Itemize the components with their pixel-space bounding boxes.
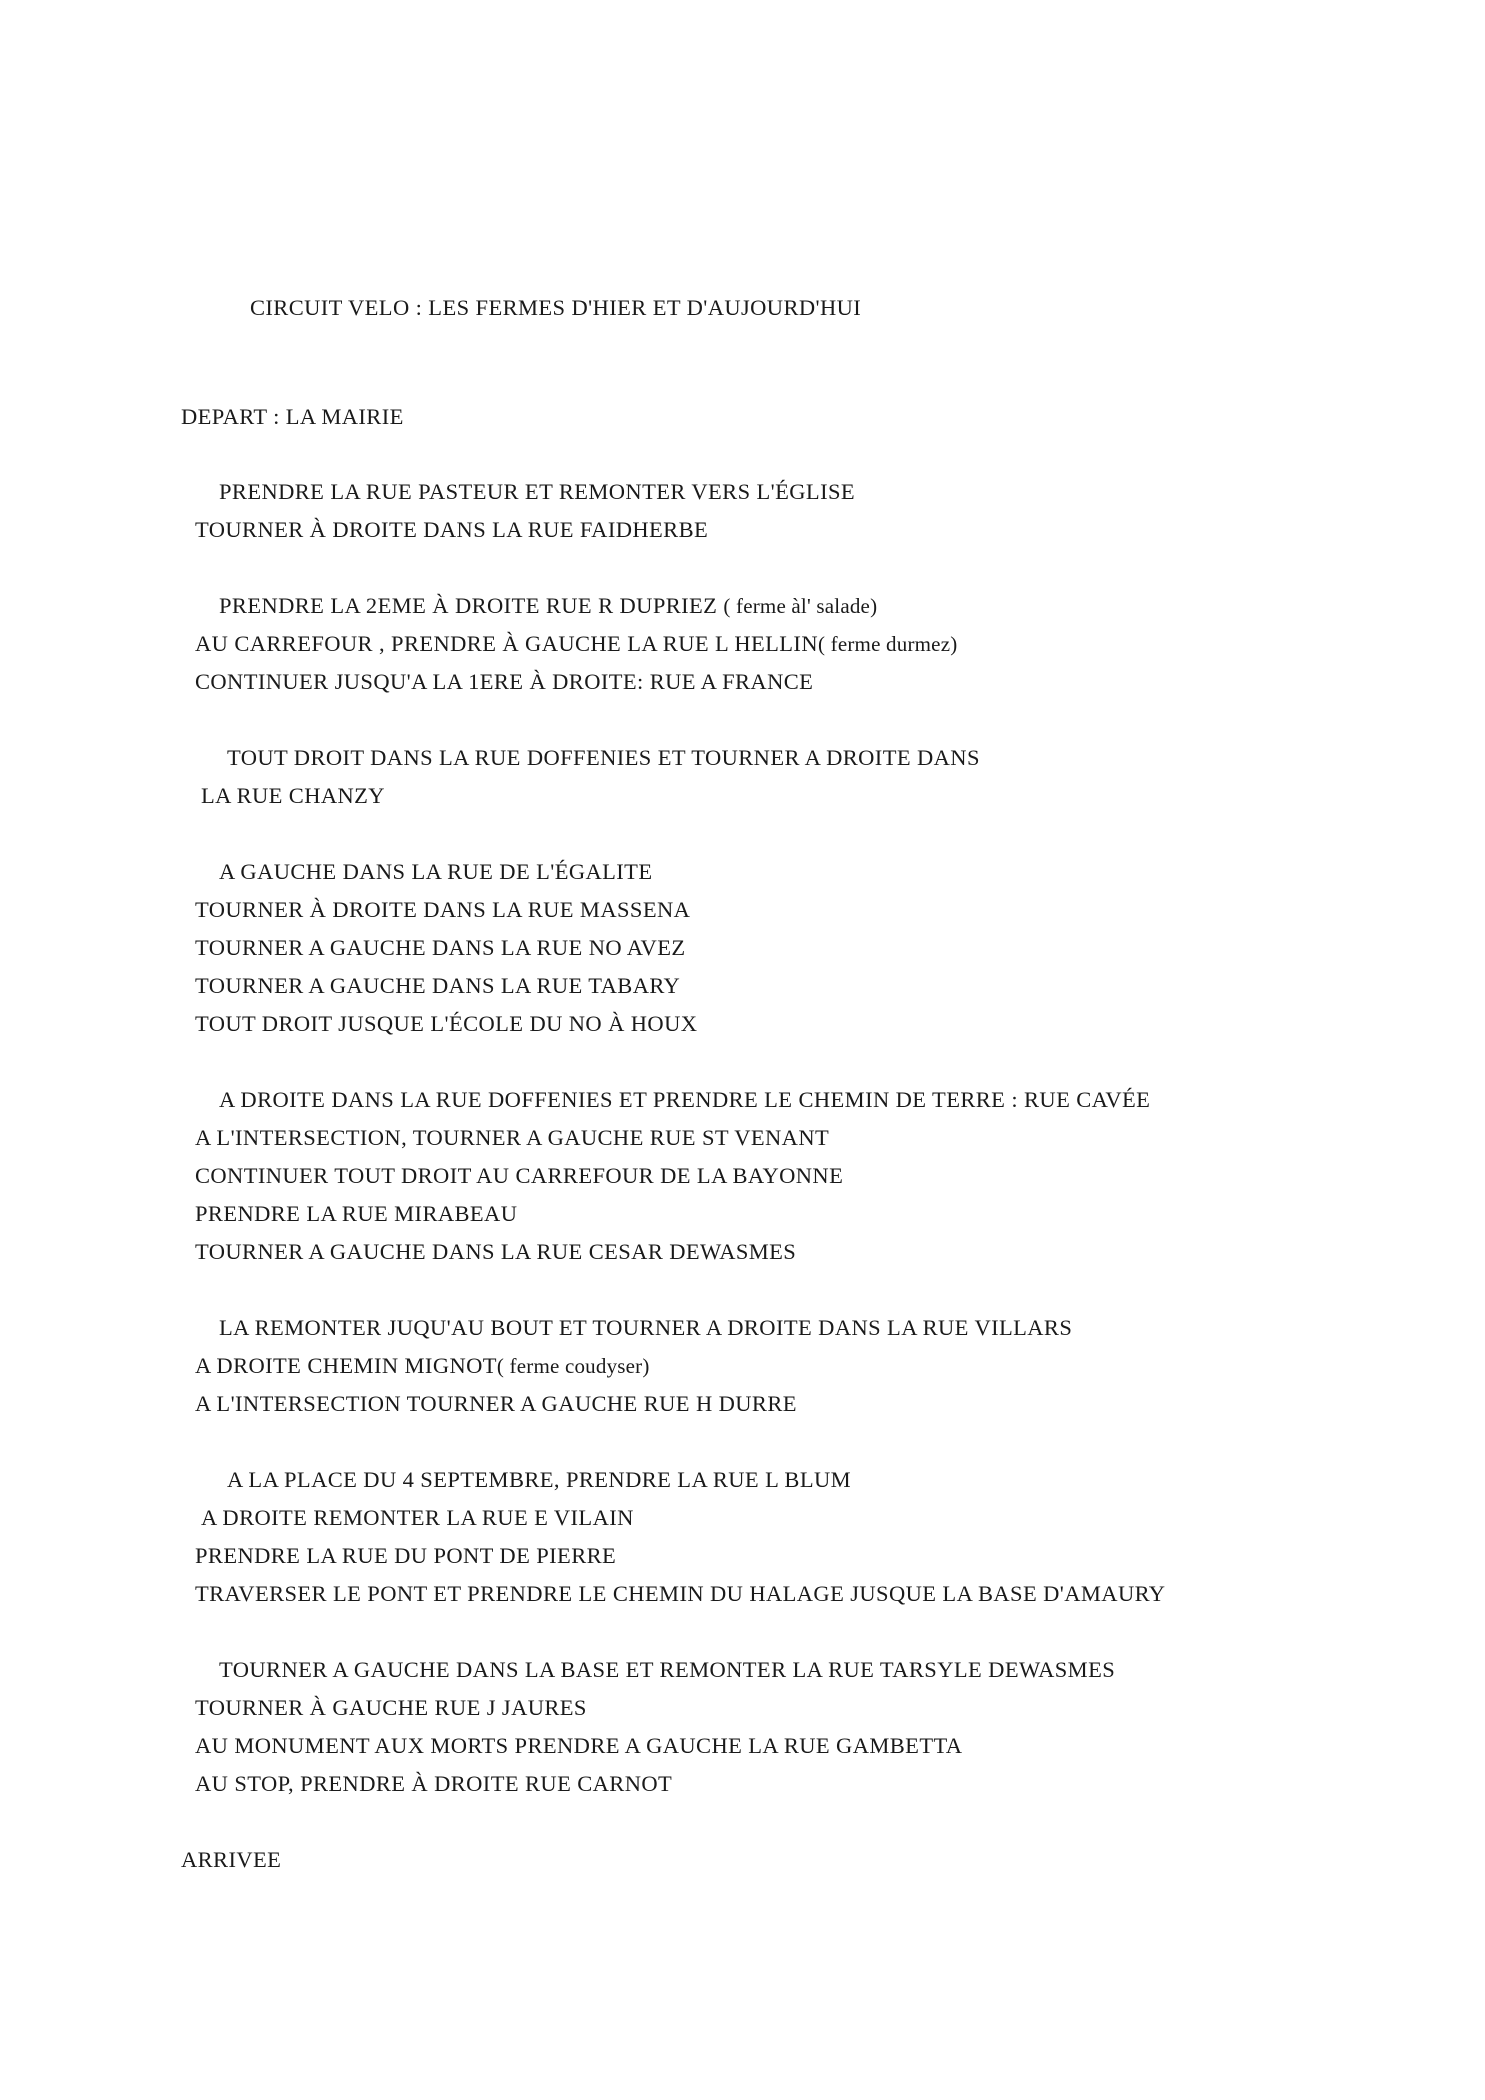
arrivee-line: ARRIVEE bbox=[181, 1847, 282, 1872]
instruction-line: TOUT DROIT JUSQUE L'ÉCOLE DU NO À HOUX bbox=[195, 1011, 698, 1036]
depart-line: DEPART : LA MAIRIE bbox=[181, 404, 404, 429]
instruction-text: A DROITE CHEMIN MIGNOT bbox=[195, 1353, 497, 1378]
instruction-line: TOURNER A GAUCHE DANS LA RUE NO AVEZ bbox=[195, 935, 686, 960]
instruction-line: LA REMONTER JUQU'AU BOUT ET TOURNER A DROITE DANS LA RUE VILLARS bbox=[219, 1315, 1073, 1340]
instruction-line: LA RUE CHANZY bbox=[201, 783, 385, 808]
instruction-line: CONTINUER JUSQU'A LA 1ERE À DROITE: RUE A FRANCE bbox=[195, 669, 814, 694]
instruction-line bbox=[195, 1355, 650, 1378]
instruction-note: ( ferme àl' salade) bbox=[723, 594, 878, 618]
instruction-line: TOURNER À DROITE DANS LA RUE MASSENA bbox=[195, 897, 691, 922]
instruction-line: A L'INTERSECTION TOURNER A GAUCHE RUE H DURRE bbox=[195, 1391, 797, 1416]
instruction-line: A L'INTERSECTION, TOURNER A GAUCHE RUE ST VENANT bbox=[195, 1125, 830, 1150]
instruction-line: A DROITE REMONTER LA RUE E VILAIN bbox=[201, 1505, 634, 1530]
instruction-note: ( ferme durmez) bbox=[817, 632, 958, 656]
instruction-line: AU MONUMENT AUX MORTS PRENDRE A GAUCHE LA RUE GAMBETTA bbox=[195, 1733, 963, 1758]
instruction-line: TOURNER A GAUCHE DANS LA RUE CESAR DEWASMES bbox=[195, 1239, 797, 1264]
instruction-note: ( ferme coudyser) bbox=[496, 1354, 650, 1378]
instruction-text: AU CARREFOUR , PRENDRE À GAUCHE LA RUE L HELLIN bbox=[195, 631, 818, 656]
instruction-line: TOUT DROIT DANS LA RUE DOFFENIES ET TOURNER A DROITE DANS bbox=[227, 745, 980, 770]
instruction-line: AU STOP, PRENDRE À DROITE RUE CARNOT bbox=[195, 1771, 673, 1796]
document-title: CIRCUIT VELO : LES FERMES D'HIER ET D'AUJOURD'HUI bbox=[250, 295, 862, 320]
instruction-line bbox=[195, 633, 957, 656]
instruction-line: A DROITE DANS LA RUE DOFFENIES ET PRENDRE LE CHEMIN DE TERRE : RUE CAVÉE bbox=[219, 1087, 1151, 1112]
instruction-text: PRENDRE LA 2EME À DROITE RUE R DUPRIEZ bbox=[219, 593, 724, 618]
instruction-line: A GAUCHE DANS LA RUE DE L'ÉGALITE bbox=[219, 859, 653, 884]
instruction-line: TOURNER A GAUCHE DANS LA BASE ET REMONTER LA RUE TARSYLE DEWASMES bbox=[219, 1657, 1116, 1682]
instruction-line: TOURNER À DROITE DANS LA RUE FAIDHERBE bbox=[195, 517, 709, 542]
instruction-line: PRENDRE LA RUE MIRABEAU bbox=[195, 1201, 518, 1226]
instruction-line: TOURNER A GAUCHE DANS LA RUE TABARY bbox=[195, 973, 681, 998]
instruction-line: PRENDRE LA RUE PASTEUR ET REMONTER VERS L'ÉGLISE bbox=[219, 479, 856, 504]
instruction-line: PRENDRE LA RUE DU PONT DE PIERRE bbox=[195, 1543, 617, 1568]
instruction-line: TRAVERSER LE PONT ET PRENDRE LE CHEMIN DU HALAGE JUSQUE LA BASE D'AMAURY bbox=[195, 1581, 1166, 1606]
instruction-line bbox=[219, 595, 877, 618]
instruction-line: TOURNER À GAUCHE RUE J JAURES bbox=[195, 1695, 587, 1720]
instruction-line: A LA PLACE DU 4 SEPTEMBRE, PRENDRE LA RUE L BLUM bbox=[227, 1467, 852, 1492]
instruction-line: CONTINUER TOUT DROIT AU CARREFOUR DE LA BAYONNE bbox=[195, 1163, 844, 1188]
